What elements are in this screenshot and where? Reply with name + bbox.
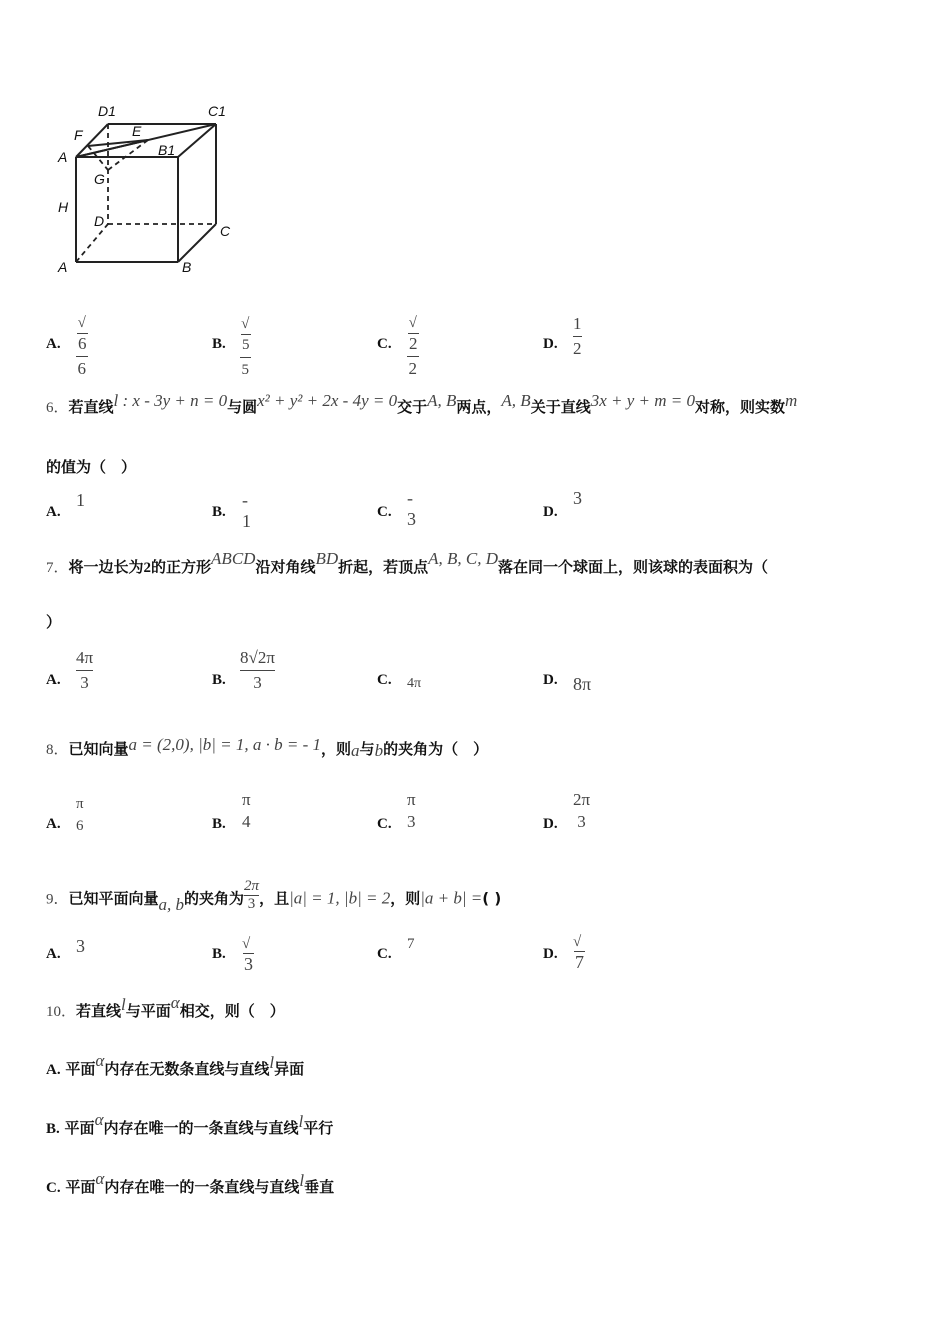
q10-option-a[interactable]: A. 平面α内存在无数条直线与直线l异面 [46, 1051, 305, 1078]
option-value: 3 [573, 488, 582, 508]
option-value: - 1 [242, 490, 251, 531]
q7-stem-cont: ） [46, 613, 62, 631]
q5-options [0, 312, 950, 378]
option-fraction: √5 5 [241, 316, 250, 378]
cube-figure [50, 100, 250, 280]
option-label: A. [46, 336, 61, 352]
option-fraction: 8√2π 3 [240, 648, 275, 692]
edge-hidden-ad [76, 224, 108, 262]
option-fraction: π 6 [76, 796, 84, 834]
option-label: C. [377, 336, 392, 352]
option-value: √7 [573, 934, 584, 972]
q7-stem: 7．将一边长为2的正方形ABCD沿对角线BD折起，若顶点A, B, C, D落在同一个球面上，则该球的表面积为（ [46, 549, 769, 576]
option-label: A. [46, 504, 61, 520]
q10-stem: 10．若直线l与平面α相交，则（ ） [46, 993, 285, 1020]
label-d1: D1 [98, 103, 116, 119]
label-a: A [58, 259, 68, 275]
label-e: E [132, 123, 142, 139]
option-label: A. [46, 816, 61, 832]
label-a1: A [58, 149, 68, 165]
q9-angle: $\frac{2\pi}{3}$ [244, 878, 260, 912]
option-label: B. [212, 672, 226, 688]
option-label: A. [46, 946, 61, 962]
q8-options [0, 790, 950, 850]
option-value: 7 [407, 936, 415, 952]
option-label: A. [46, 1062, 61, 1078]
option-fraction: 4π 3 [76, 648, 94, 692]
label-c1: C1 [208, 103, 226, 119]
option-label: C. [377, 672, 392, 688]
option-label: C. [377, 816, 392, 832]
label-g: G [94, 171, 105, 187]
q10-option-c[interactable]: C. 平面α内存在唯一的一条直线与直线l垂直 [46, 1169, 335, 1196]
q7-options [0, 648, 950, 708]
q6-stem: 6．若直线l : x - 3y + n = 0与圆x² + y² + 2x - 4y = 0交于A, B两点，A, B关于直线3x + y + m = 0对称，则实数m [46, 391, 798, 416]
option-label: A. [46, 672, 61, 688]
option-value: - 3 [407, 488, 416, 529]
label-f: F [74, 127, 83, 143]
option-label: C. [46, 1180, 61, 1196]
q9-stem: 9．已知平面向量a, b的夹角为 $\frac{2\pi}{3}$ ，且|a| = 1, |b| = 2，则|a + b| =( ) [46, 878, 502, 914]
label-d: D [94, 213, 105, 229]
option-label: B. [212, 504, 226, 520]
option-value: 3 [76, 936, 85, 956]
option-fraction: 2π 3 [573, 790, 591, 831]
option-label: D. [543, 336, 558, 352]
label-h: H [58, 199, 69, 215]
q10-option-b[interactable]: B. 平面α内存在唯一的一条直线与直线l平行 [46, 1110, 334, 1137]
option-label: B. [46, 1121, 60, 1137]
q9-options [0, 930, 950, 990]
option-label: B. [212, 336, 226, 352]
option-label: D. [543, 672, 558, 688]
label-b: B [182, 259, 192, 275]
q6-options [0, 488, 950, 548]
option-value: 1 [76, 490, 85, 510]
option-label: D. [543, 504, 558, 520]
label-c: C [220, 223, 231, 239]
option-label: B. [212, 946, 226, 962]
option-label: D. [543, 816, 558, 832]
option-value: 8π [573, 674, 592, 694]
option-label: C. [377, 946, 392, 962]
label-b1: B1 [158, 142, 176, 158]
q6-stem-cont: 的值为（ ） [46, 458, 137, 476]
q8-stem: 8．已知向量a = (2,0), |b| = 1, a · b = - 1，则a与b的夹角为（ ） [46, 735, 489, 760]
option-fraction: π 3 [407, 790, 416, 831]
option-fraction: 1 2 [573, 314, 582, 358]
option-fraction: √6 6 [77, 315, 87, 378]
option-label: C. [377, 504, 392, 520]
option-value: 4π [407, 676, 422, 691]
option-fraction: π 4 [242, 790, 251, 831]
option-label: D. [543, 946, 558, 962]
edge-bottom-right [178, 224, 216, 262]
option-label: B. [212, 816, 226, 832]
option-fraction: √2 2 [408, 315, 418, 378]
option-value: √3 [242, 936, 253, 974]
